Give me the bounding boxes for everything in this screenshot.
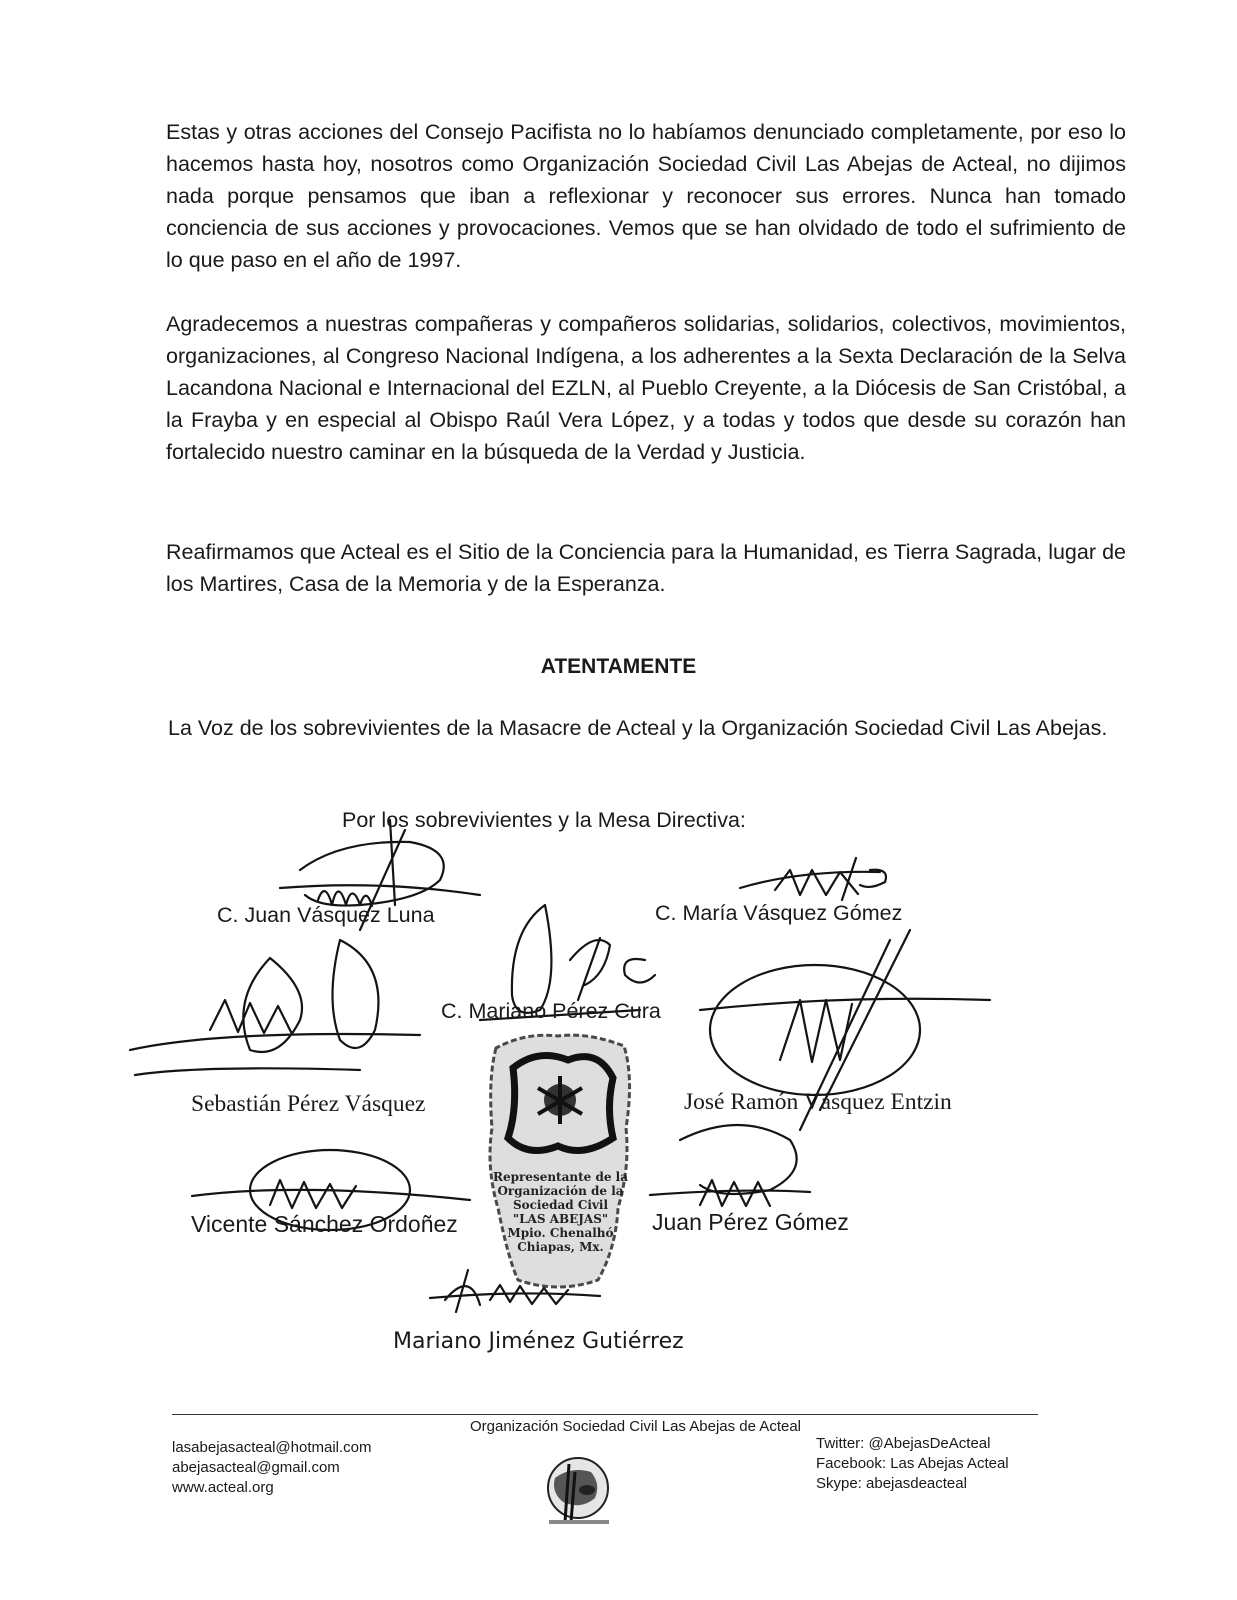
footer-facebook: Facebook: Las Abejas Acteal bbox=[816, 1455, 1009, 1472]
footer-twitter: Twitter: @AbejasDeActeal bbox=[816, 1435, 991, 1452]
stamp-line: Chiapas, Mx. bbox=[517, 1240, 604, 1254]
stamp-line: Mpio. Chenalhó bbox=[507, 1226, 614, 1240]
footer-skype: Skype: abejasdeacteal bbox=[816, 1475, 967, 1492]
signer-juan-vasquez-luna: C. Juan Vásquez Luna bbox=[217, 903, 435, 927]
signer-maria-vasquez-gomez: C. María Vásquez Gómez bbox=[655, 901, 903, 925]
stamp-text bbox=[478, 1170, 643, 1254]
stamp-line: "LAS ABEJAS" bbox=[512, 1212, 609, 1226]
footer-divider bbox=[172, 1414, 1038, 1415]
signer-mariano-jimenez-gutierrez: Mariano Jiménez Gutiérrez bbox=[393, 1329, 684, 1354]
stamp-line: Organización de la bbox=[497, 1184, 624, 1198]
footer-contact-left bbox=[172, 1438, 372, 1498]
footer-org-name: Organización Sociedad Civil Las Abejas de Acteal bbox=[469, 1418, 802, 1435]
stamp-line: Representante de la bbox=[492, 1170, 628, 1184]
signer-vicente-sanchez-ordonez: Vicente Sánchez Ordoñez bbox=[191, 1211, 458, 1237]
signer-sebastian-perez-vasquez: Sebastián Pérez Vásquez bbox=[191, 1091, 426, 1117]
footer-contact-right bbox=[816, 1434, 1009, 1494]
closing-organization: La Voz de los sobrevivientes de la Masacre de Acteal y la Organización Sociedad Civil Las Abejas. bbox=[168, 716, 1108, 740]
paragraph-reafirmacion: Reafirmamos que Acteal es el Sitio de la Conciencia para la Humanidad, es Tierra Sagrada, lugar de los Martires, Casa de la Memoria y de la Esperanza. bbox=[166, 540, 1126, 596]
paragraph-agradecimiento: Agradecemos a nuestras compañeras y compañeros solidarias, solidarios, colectivos, movimientos, organizaciones, al Congreso Nacional Indígena, a los adherentes a la Sexta Declaración de la Selva Lacandona Nacional e Internacional del EZLN, al Pueblo Creyente, a la Diócesis de San Cristóbal, a la Frayba y en especial al Obispo Raúl Vera López, y a todas y todos que desde su corazón han fortalecido nuestro caminar en la búsqueda de la Verdad y Justicia. bbox=[166, 312, 1126, 464]
paragraph-denuncia: Estas y otras acciones del Consejo Pacifista no lo habíamos denunciado completamente, por eso lo hacemos hasta hoy, nosotros como Organización Sociedad Civil Las Abejas de Acteal, no dijimos nada porque pensamos que iban a reflexionar y reconocer sus errores. Nunca han tomado conciencia de sus acciones y provocaciones. Vemos que se han olvidado de todo el sufrimiento de lo que paso en el año de 1997. bbox=[166, 120, 1126, 272]
closing-salutation: ATENTAMENTE bbox=[540, 655, 697, 678]
signer-juan-perez-gomez: Juan Pérez Gómez bbox=[652, 1209, 849, 1235]
abejas-logo-icon bbox=[541, 1452, 615, 1528]
signer-mariano-perez-cura: C. Mariano Pérez Cura bbox=[441, 999, 661, 1023]
footer-email-gmail: abejasacteal@gmail.com bbox=[172, 1459, 340, 1476]
official-stamp bbox=[478, 1018, 643, 1298]
signer-jose-ramon-vasquez-entzin: José Ramón Vásquez Entzin bbox=[684, 1089, 952, 1115]
closing-by-line: Por los sobrevivientes y la Mesa Directiva: bbox=[342, 808, 746, 832]
footer-website: www.acteal.org bbox=[172, 1479, 274, 1496]
footer-email-hotmail: lasabejasacteal@hotmail.com bbox=[172, 1439, 372, 1456]
stamp-line: Sociedad Civil bbox=[512, 1198, 609, 1212]
